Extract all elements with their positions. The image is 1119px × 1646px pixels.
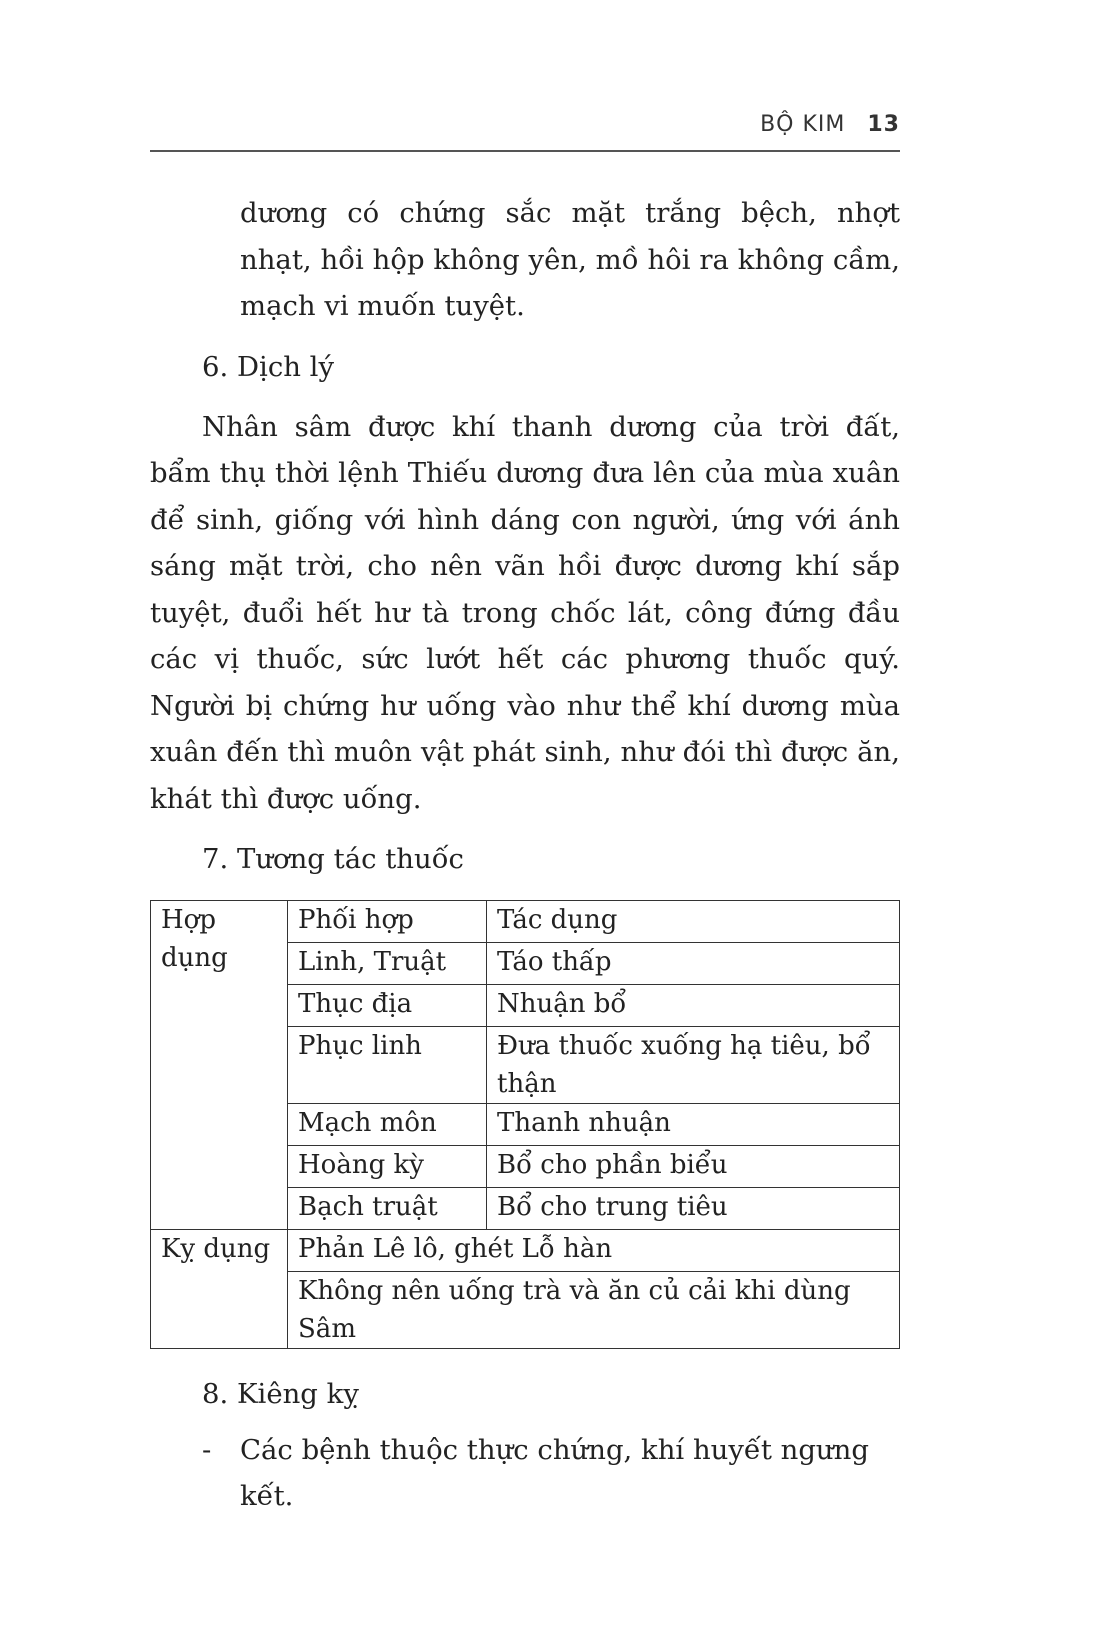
list-item — [150, 1427, 900, 1519]
section-8-heading: 8. Kiêng kỵ — [202, 1378, 359, 1410]
table-cell: Phục linh — [288, 1027, 487, 1104]
hop-dung-cell: Hợp dụng — [151, 901, 288, 1230]
running-title: BỘ KIM — [760, 112, 846, 137]
page-number: 13 — [867, 112, 900, 137]
page-body — [150, 190, 900, 1519]
table-header-cell: Tác dụng — [487, 901, 900, 943]
ky-dung-cell: Kỵ dụng — [151, 1230, 288, 1349]
table-cell: Hoàng kỳ — [288, 1146, 487, 1188]
page-header — [150, 110, 900, 152]
table-row — [151, 901, 900, 943]
table-cell: Mạch môn — [288, 1104, 487, 1146]
table-cell: Bạch truật — [288, 1188, 487, 1230]
table-cell: Linh, Truật — [288, 943, 487, 985]
section-6-paragraph: Nhân sâm được khí thanh dương của trời đất, bẩm thụ thời lệnh Thiếu dương đưa lên của mùa xuân để sinh, giống với hình dáng con người, ứng với ánh sáng mặt trời, cho nên vãn hồi được dương khí sắp tuyệt, đuổi hết hư tà trong chốc lát, công đứng đầu các vị thuốc, sức lướt hết các phương thuốc quý. Người bị chứng hư uống vào như thể khí dương mùa xuân đến thì muôn vật phát sinh, như đói thì được ăn, khát thì được uống. — [150, 410, 900, 815]
table-cell: Thục địa — [288, 985, 487, 1027]
bullet-marker: - — [202, 1434, 212, 1466]
continuation-paragraph: dương có chứng sắc mặt trắng bệch, nhợt nhạt, hồi hộp không yên, mồ hôi ra không cầm, mạch vi muốn tuyệt. — [240, 197, 900, 322]
table-cell: Bổ cho trung tiêu — [487, 1188, 900, 1230]
table-cell: Phản Lê lô, ghét Lỗ hàn — [288, 1230, 900, 1272]
drug-interaction-table — [150, 900, 900, 1349]
bullet-text: Các bệnh thuộc thực chứng, khí huyết ngưng kết. — [240, 1434, 869, 1512]
table-cell: Đưa thuốc xuống hạ tiêu, bổ thận — [487, 1027, 900, 1104]
section-7-heading: 7. Tương tác thuốc — [202, 843, 464, 875]
table-cell: Nhuận bổ — [487, 985, 900, 1027]
running-head — [760, 112, 900, 137]
table-cell: Bổ cho phần biểu — [487, 1146, 900, 1188]
table-cell: Táo thấp — [487, 943, 900, 985]
section-6-heading: 6. Dịch lý — [202, 350, 335, 383]
table-cell: Không nên uống trà và ăn củ cải khi dùng Sâm — [288, 1272, 900, 1349]
table-cell: Thanh nhuận — [487, 1104, 900, 1146]
table-header-cell: Phối hợp — [288, 901, 487, 943]
table-row — [151, 1230, 900, 1272]
